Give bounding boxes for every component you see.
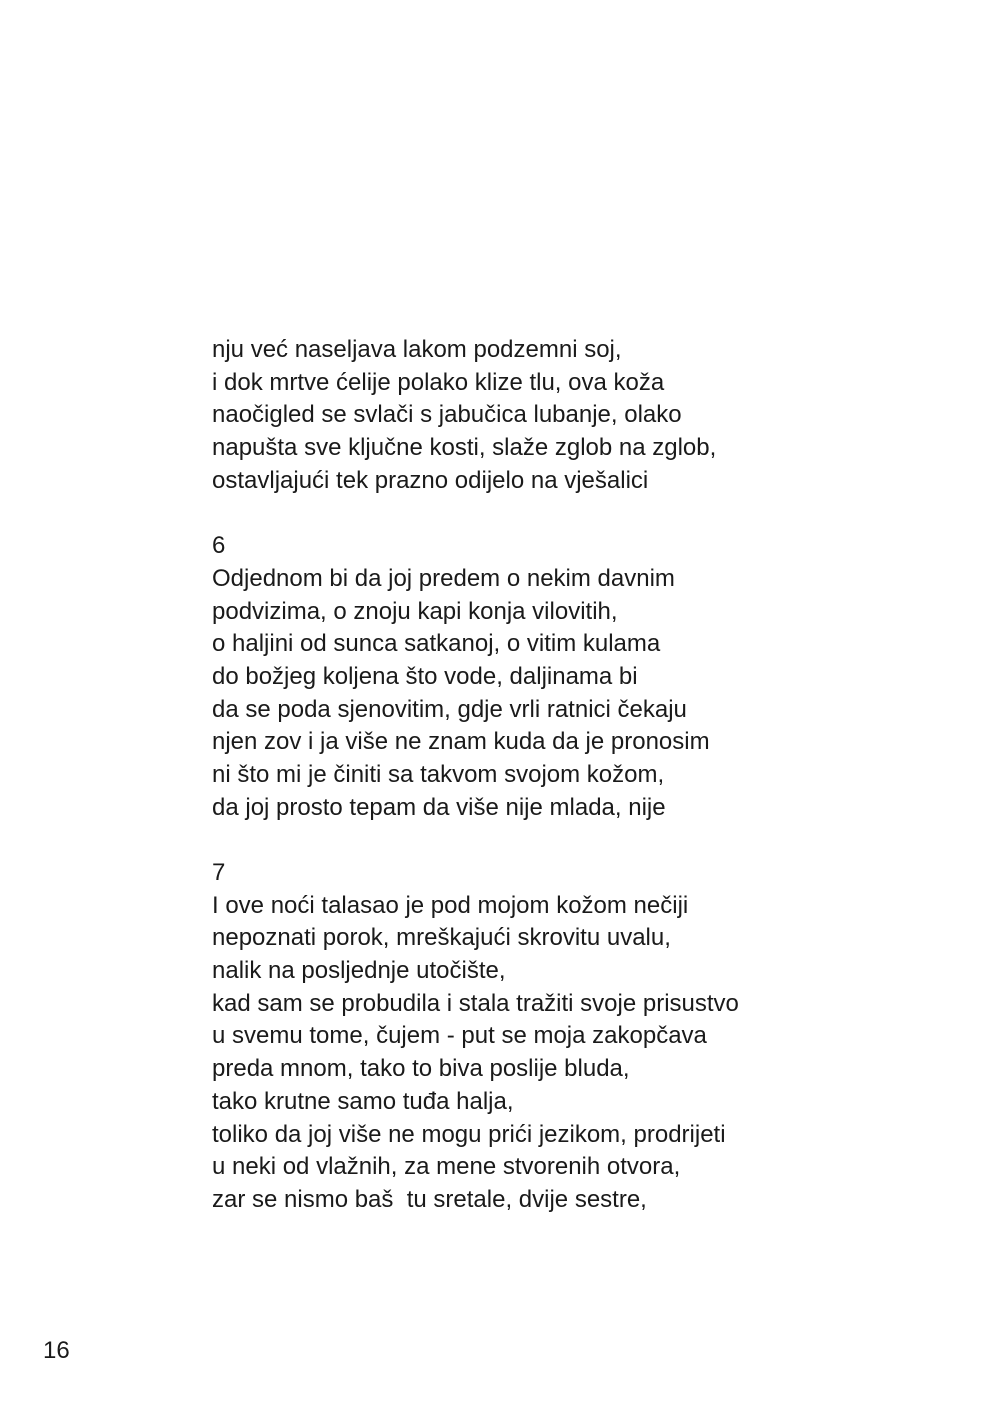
poem-line: zar se nismo baš tu sretale, dvije sestre,: [212, 1185, 647, 1213]
poem-line: naočigled se svlači s jabučica lubanje, olako: [212, 401, 682, 429]
poem-line: njen zov i ja više ne znam kuda da je pronosim: [212, 728, 710, 756]
poem-body: [212, 334, 912, 1217]
poem-line: Odjednom bi da joj predem o nekim davnim: [212, 564, 675, 592]
poem-line: toliko da joj više ne mogu prići jezikom, prodrijeti: [212, 1120, 726, 1148]
poem-line: da se poda sjenovitim, gdje vrli ratnici čekaju: [212, 695, 687, 723]
poem-line: u neki od vlažnih, za mene stvorenih otvora,: [212, 1153, 681, 1181]
stanza-number: 7: [212, 859, 226, 886]
poem-line: tako krutne samo tuđa halja,: [212, 1087, 514, 1115]
poem-line: nju već naseljava lakom podzemni soj,: [212, 336, 622, 363]
poem-line: napušta sve ključne kosti, slaže zglob na zglob,: [212, 434, 717, 462]
poem-line: ostavljajući tek prazno odijelo na vješalici: [212, 466, 649, 494]
poem-line: kad sam se probudila i stala tražiti svoje prisustvo: [212, 989, 739, 1017]
poem-line: preda mnom, tako to biva poslije bluda,: [212, 1055, 630, 1083]
poem-line: podvizima, o znoju kapi konja vilovitih,: [212, 597, 618, 625]
poem-line: do božjeg koljena što vode, daljinama bi: [212, 662, 638, 690]
poem-line: u svemu tome, čujem - put se moja zakopčava: [212, 1022, 707, 1050]
poem-line: o haljini od sunca satkanoj, o vitim kulama: [212, 630, 661, 658]
poem-line: i dok mrtve ćelije polako klize tlu, ova koža: [212, 368, 665, 396]
page-number: 16: [43, 1337, 70, 1364]
poem-line: nalik na posljednje utočište,: [212, 957, 506, 985]
stanza-number: 6: [212, 532, 226, 560]
poem-line: ni što mi je činiti sa takvom svojom kožom,: [212, 760, 665, 788]
stanza-continuation: [212, 334, 912, 497]
poem-line: da joj prosto tepam da više nije mlada, nije: [212, 793, 666, 821]
stanza-7: [212, 857, 912, 1217]
poem-line: nepoznati porok, mreškajući skrovitu uvalu,: [212, 924, 671, 952]
poem-line: I ove noći talasao je pod mojom kožom nečiji: [212, 891, 689, 919]
stanza-6: [212, 530, 912, 824]
